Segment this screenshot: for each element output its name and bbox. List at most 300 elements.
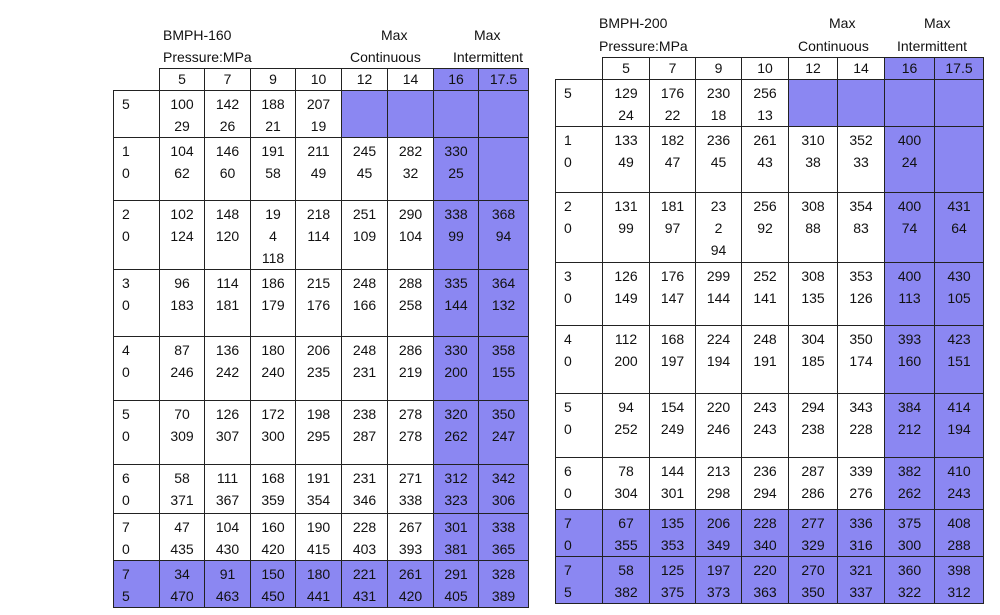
table-row [556, 394, 984, 458]
cell-value: 252 [614, 421, 638, 437]
cell-value: 67 [618, 515, 634, 531]
row-label [114, 561, 160, 608]
cell-value: 231 [352, 470, 377, 486]
pressure-header-cell: 16 [434, 69, 479, 91]
data-cell [296, 465, 342, 514]
table-row [556, 263, 984, 326]
data-cell [434, 270, 479, 337]
cell-value: 246 [706, 421, 731, 437]
cell-value: 330 [444, 143, 468, 159]
data-cell [603, 326, 650, 394]
row-label-text: 0 [122, 364, 130, 380]
cell-value: 393 [398, 541, 423, 557]
cell-value: 352 [849, 132, 873, 148]
cell-value: 243 [753, 399, 777, 415]
data-cell [742, 127, 789, 193]
data-cell [789, 557, 838, 604]
cell-value: 191 [753, 353, 777, 369]
data-cell [650, 326, 696, 394]
max-intermittent-label: Max [924, 15, 951, 31]
cell-value: 360 [897, 562, 922, 578]
data-cell [160, 201, 205, 270]
cell-value: 96 [174, 275, 190, 291]
cell-value: 228 [849, 421, 873, 437]
data-cell [160, 138, 205, 201]
row-label-text: 0 [122, 428, 130, 444]
data-cell [205, 201, 251, 270]
cell-value: 336 [849, 515, 873, 531]
cell-value: 243 [947, 485, 971, 501]
cell-value: 180 [261, 342, 285, 358]
cell-value: 310 [801, 132, 825, 148]
cell-value: 389 [491, 588, 516, 604]
cell-value: 441 [306, 588, 331, 604]
data-cell [838, 127, 885, 193]
cell-value: 194 [947, 421, 971, 437]
cell-value: 224 [706, 331, 731, 347]
data-cell [205, 401, 251, 465]
data-cell [296, 337, 342, 401]
cell-value: 359 [261, 492, 285, 508]
data-cell [205, 270, 251, 337]
cell-value: 338 [444, 206, 468, 222]
row-label [556, 458, 603, 510]
table-row [114, 337, 529, 401]
data-cell [603, 263, 650, 326]
cell-value: 346 [352, 492, 377, 508]
data-cell [205, 465, 251, 514]
row-label-text: 5 [122, 96, 130, 112]
data-cell [838, 557, 885, 604]
cell-value: 94 [618, 399, 634, 415]
data-cell [160, 270, 205, 337]
max-intermittent-label: Max [474, 27, 501, 43]
data-cell [296, 138, 342, 201]
data-cell [342, 337, 388, 401]
cell-value: 126 [215, 406, 240, 422]
row-label [114, 465, 160, 514]
data-cell [434, 337, 479, 401]
cell-value: 276 [849, 485, 873, 501]
pressure-header-cell: 12 [789, 58, 838, 80]
cell-value: 291 [444, 566, 468, 582]
data-cell [160, 91, 205, 138]
cell-value: 132 [491, 297, 516, 313]
cell-value: 400 [897, 198, 922, 214]
cell-value: 99 [618, 220, 634, 236]
row-label-text: 4 [122, 342, 130, 358]
data-cell [251, 201, 296, 270]
cell-value: 78 [618, 463, 634, 479]
cell-value: 248 [352, 275, 377, 291]
row-label [114, 401, 160, 465]
data-cell [342, 514, 388, 561]
data-cell [251, 337, 296, 401]
cell-value: 105 [947, 290, 971, 306]
table-row [114, 401, 529, 465]
cell-value: 349 [706, 537, 731, 553]
table-row [556, 127, 984, 193]
cell-value: 23 [710, 198, 727, 214]
data-cell [742, 193, 789, 263]
data-cell [885, 510, 935, 557]
cell-value: 415 [306, 541, 331, 557]
data-cell [479, 91, 529, 138]
cell-value: 371 [170, 492, 194, 508]
data-cell [935, 80, 984, 127]
cell-value: 58 [174, 470, 190, 486]
cell-value: 300 [897, 537, 922, 553]
cell-value: 182 [660, 132, 685, 148]
cell-value: 144 [660, 463, 685, 479]
cell-value: 228 [352, 519, 377, 535]
table-row [556, 80, 984, 127]
cell-value: 211 [307, 143, 330, 159]
cell-value: 38 [805, 154, 821, 170]
data-cell [603, 127, 650, 193]
cell-value: 104 [170, 143, 194, 159]
cell-value: 142 [215, 96, 240, 112]
pressure-header-cell: 9 [696, 58, 742, 80]
data-cell [603, 394, 650, 458]
table-row [556, 458, 984, 510]
pressure-header-cell: 9 [251, 69, 296, 91]
cell-value: 338 [398, 492, 423, 508]
cell-value: 58 [618, 562, 634, 578]
data-cell [838, 394, 885, 458]
cell-value: 114 [307, 228, 330, 244]
max-continuous-label: Continuous [798, 38, 869, 54]
cell-value: 99 [448, 228, 464, 244]
cell-value: 262 [897, 485, 922, 501]
cell-value: 251 [352, 206, 377, 222]
row-label-text: 2 [122, 206, 130, 222]
cell-value: 308 [801, 268, 825, 284]
row-label-text: 0 [122, 228, 130, 244]
cell-value: 133 [614, 132, 638, 148]
data-cell [742, 263, 789, 326]
row-label-text: 0 [564, 353, 572, 369]
data-cell [935, 458, 984, 510]
row-label-text: 0 [122, 165, 130, 181]
cell-value: 176 [660, 268, 685, 284]
data-cell [388, 514, 434, 561]
data-cell [205, 138, 251, 201]
data-cell [885, 263, 935, 326]
cell-value: 19 [265, 206, 281, 222]
cell-value: 58 [265, 165, 281, 181]
cell-value: 278 [398, 406, 423, 422]
cell-value: 238 [801, 421, 825, 437]
row-label-text: 0 [122, 541, 130, 557]
cell-value: 191 [306, 470, 331, 486]
row-label-text [564, 104, 602, 126]
cell-value: 45 [710, 154, 727, 170]
cell-value: 329 [801, 537, 825, 553]
table-title: BMPH-160 [163, 27, 232, 43]
cell-value: 100 [170, 96, 194, 112]
cell-value: 420 [398, 588, 423, 604]
cell-value: 287 [352, 428, 377, 444]
data-cell [789, 80, 838, 127]
pressure-header-cell: 7 [650, 58, 696, 80]
cell-value: 342 [491, 470, 516, 486]
cell-value: 288 [947, 537, 971, 553]
data-cell [205, 514, 251, 561]
data-cell [742, 80, 789, 127]
cell-value: 337 [849, 584, 873, 600]
row-label-text: 7 [564, 515, 572, 531]
data-cell [885, 394, 935, 458]
cell-value: 220 [706, 399, 731, 415]
cell-value: 129 [614, 85, 638, 101]
data-cell [885, 80, 935, 127]
cell-value: 213 [706, 463, 731, 479]
cell-value: 212 [897, 421, 922, 437]
cell-value: 126 [849, 290, 873, 306]
data-cell [160, 337, 205, 401]
cell-value: 248 [753, 331, 777, 347]
cell-value: 91 [219, 566, 236, 582]
cell-value: 294 [801, 399, 825, 415]
cell-value: 262 [444, 428, 468, 444]
cell-value: 114 [216, 275, 239, 291]
cell-value: 126 [614, 268, 638, 284]
data-cell [388, 401, 434, 465]
pressure-header-cell: 5 [160, 69, 205, 91]
row-label [114, 337, 160, 401]
data-cell [742, 557, 789, 604]
data-cell [885, 127, 935, 193]
row-label-text: 5 [564, 584, 572, 600]
data-cell [388, 270, 434, 337]
row-label-text: 0 [122, 297, 130, 313]
data-cell [251, 91, 296, 138]
cell-value: 70 [174, 406, 190, 422]
data-cell [251, 514, 296, 561]
cell-value: 375 [897, 515, 922, 531]
data-cell [789, 458, 838, 510]
pressure-label: Pressure:MPa [163, 49, 252, 65]
cell-value: 87 [174, 342, 190, 358]
data-cell [603, 193, 650, 263]
cell-value: 74 [901, 220, 918, 236]
cell-value: 350 [849, 331, 873, 347]
row-label-text: 0 [564, 485, 572, 501]
cell-value: 124 [170, 228, 194, 244]
table-row [114, 201, 529, 270]
cell-value: 47 [174, 519, 190, 535]
cell-value: 278 [398, 428, 423, 444]
cell-value: 236 [753, 463, 777, 479]
data-cell [789, 510, 838, 557]
data-cell [296, 514, 342, 561]
cell-value: 200 [614, 353, 638, 369]
row-label [114, 138, 160, 201]
data-cell [160, 465, 205, 514]
data-cell [160, 401, 205, 465]
cell-value: 179 [261, 297, 285, 313]
cell-value: 125 [660, 562, 685, 578]
row-label-text: 0 [564, 421, 572, 437]
cell-value: 290 [398, 206, 423, 222]
data-cell [603, 458, 650, 510]
cell-value: 398 [947, 562, 971, 578]
cell-value: 300 [261, 428, 285, 444]
cell-value: 382 [897, 463, 922, 479]
cell-value: 431 [947, 198, 971, 214]
data-cell [160, 561, 205, 608]
cell-value: 235 [306, 364, 331, 380]
pressure-header-cell: 5 [603, 58, 650, 80]
cell-value: 240 [261, 364, 285, 380]
data-cell [479, 337, 529, 401]
cell-value: 400 [897, 268, 922, 284]
cell-value: 340 [753, 537, 777, 553]
data-cell [935, 557, 984, 604]
data-cell [434, 561, 479, 608]
row-label [556, 80, 603, 127]
data-cell [342, 91, 388, 138]
pressure-header [159, 68, 529, 91]
cell-value: 141 [753, 290, 777, 306]
data-cell [696, 458, 742, 510]
cell-value: 247 [491, 428, 516, 444]
cell-value: 221 [352, 566, 377, 582]
data-cell [838, 193, 885, 263]
cell-value: 180 [306, 566, 331, 582]
cell-value: 258 [398, 297, 423, 313]
cell-value: 301 [660, 485, 685, 501]
cell-value: 304 [801, 331, 825, 347]
cell-value: 2 [714, 220, 723, 236]
data-cell [434, 465, 479, 514]
pressure-header-cell: 17.5 [935, 58, 984, 80]
data-cell [296, 401, 342, 465]
cell-value: 354 [849, 198, 873, 214]
cell-value: 384 [897, 399, 922, 415]
cell-value: 307 [215, 428, 240, 444]
data-cell [479, 138, 529, 201]
cell-value: 328 [491, 566, 516, 582]
data-cell [160, 514, 205, 561]
pressure-header-cell: 10 [742, 58, 789, 80]
cell-value: 146 [215, 143, 240, 159]
cell-value: 231 [352, 364, 377, 380]
cell-value: 381 [444, 541, 468, 557]
max-continuous-label: Continuous [350, 49, 421, 65]
data-cell [342, 561, 388, 608]
cell-value: 322 [897, 584, 922, 600]
data-cell [434, 138, 479, 201]
data-cell [838, 510, 885, 557]
data-cell [205, 337, 251, 401]
flow-table [555, 79, 984, 604]
cell-value: 267 [398, 519, 423, 535]
data-cell [885, 458, 935, 510]
data-cell [296, 561, 342, 608]
cell-value: 32 [402, 165, 419, 181]
data-cell [935, 127, 984, 193]
cell-value: 188 [261, 96, 285, 112]
data-cell [251, 270, 296, 337]
row-label-text: 7 [564, 562, 572, 578]
cell-value: 364 [491, 275, 516, 291]
cell-value: 111 [216, 470, 239, 486]
flow-table [113, 90, 529, 608]
cell-value: 312 [947, 584, 971, 600]
cell-value: 215 [306, 275, 331, 291]
cell-value: 230 [706, 85, 731, 101]
data-cell [696, 193, 742, 263]
cell-value: 256 [753, 85, 777, 101]
cell-value: 309 [170, 428, 194, 444]
cell-value: 168 [660, 331, 685, 347]
cell-value: 286 [801, 485, 825, 501]
cell-value: 375 [660, 584, 685, 600]
cell-value: 131 [614, 198, 638, 214]
cell-value: 431 [352, 588, 377, 604]
cell-value: 355 [614, 537, 638, 553]
cell-value: 321 [849, 562, 873, 578]
cell-value: 88 [805, 220, 821, 236]
row-label-text: 1 [564, 132, 572, 148]
cell-value: 147 [660, 290, 685, 306]
cell-value: 33 [853, 154, 869, 170]
cell-value: 343 [849, 399, 873, 415]
cell-value: 24 [618, 107, 634, 123]
data-cell [388, 91, 434, 138]
data-cell [789, 193, 838, 263]
cell-value: 97 [664, 220, 681, 236]
cell-value: 113 [898, 290, 921, 306]
data-cell [650, 263, 696, 326]
data-cell [479, 465, 529, 514]
row-label-text: 7 [122, 519, 130, 535]
cell-value: 306 [491, 492, 516, 508]
data-cell [251, 138, 296, 201]
cell-value: 288 [398, 275, 423, 291]
cell-value: 301 [444, 519, 468, 535]
cell-value: 393 [897, 331, 922, 347]
cell-value: 430 [215, 541, 240, 557]
data-cell [479, 514, 529, 561]
table-row [556, 510, 984, 557]
cell-value: 47 [664, 154, 681, 170]
cell-value: 150 [261, 566, 285, 582]
row-label [556, 193, 603, 263]
cell-value: 45 [356, 165, 373, 181]
cell-value: 149 [614, 290, 638, 306]
cell-value: 206 [706, 515, 731, 531]
cell-value: 463 [215, 588, 240, 604]
cell-value: 367 [215, 492, 240, 508]
cell-value: 450 [261, 588, 285, 604]
cell-value: 228 [753, 515, 777, 531]
max-intermittent-label: Intermittent [897, 38, 968, 54]
data-cell [479, 401, 529, 465]
cell-value: 94 [710, 242, 727, 258]
cell-value: 243 [753, 421, 777, 437]
row-label-text: 2 [564, 198, 572, 214]
data-cell [342, 138, 388, 201]
row-label [114, 270, 160, 337]
data-cell [696, 394, 742, 458]
cell-value: 25 [448, 165, 464, 181]
cell-value: 185 [801, 353, 825, 369]
cell-value: 245 [352, 143, 377, 159]
data-cell [696, 557, 742, 604]
